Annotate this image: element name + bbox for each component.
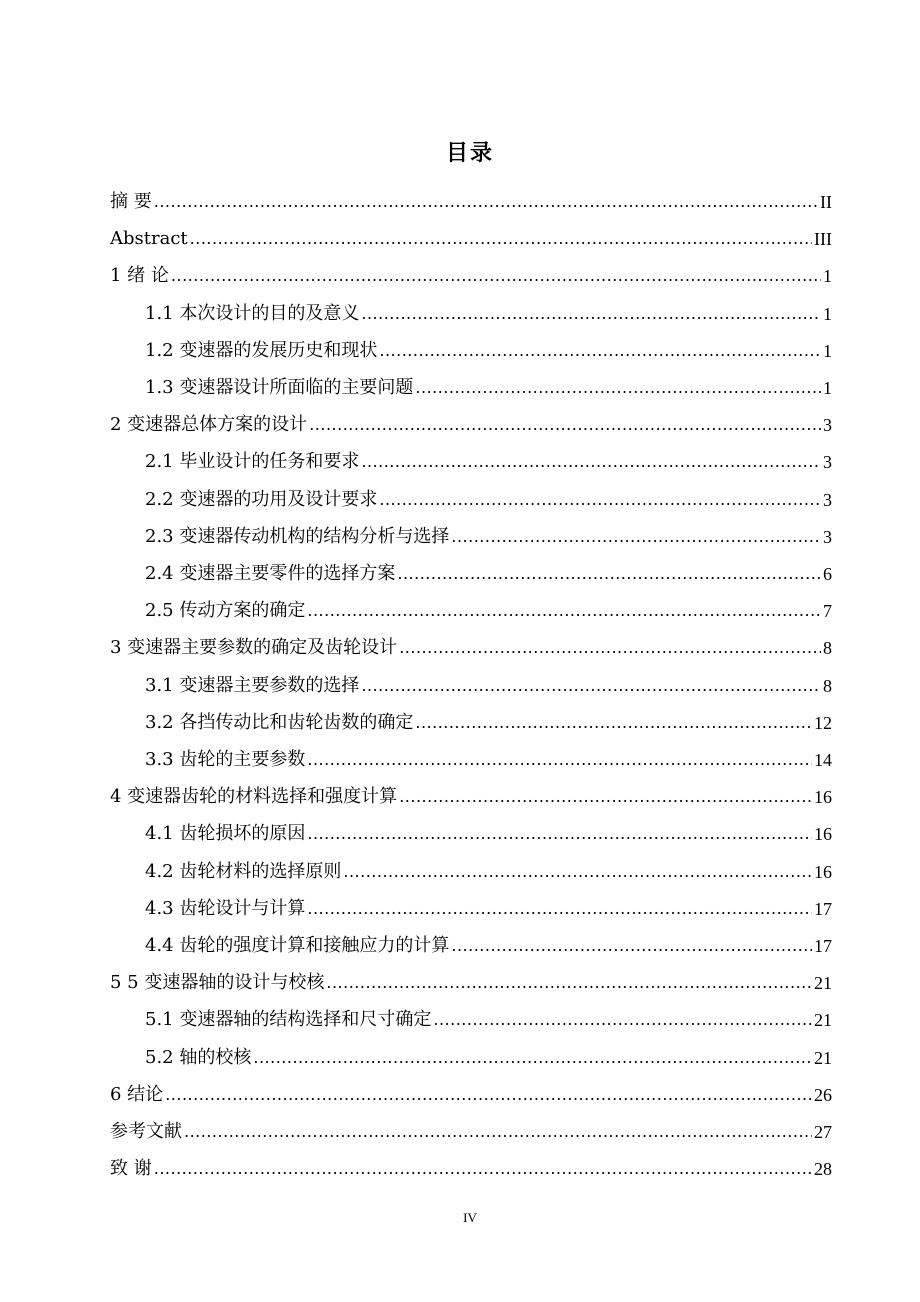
toc-entry-label: 2.5 传动方案的确定 [145,600,306,622]
toc-leader-dots [451,526,821,548]
toc-entry-page: 7 [823,601,832,622]
toc-leader-dots [397,563,821,585]
toc-entry[interactable] [145,332,832,362]
toc-entry[interactable] [110,1113,832,1143]
toc-leader-dots [171,265,821,287]
toc-entry[interactable] [145,555,832,585]
toc-entry[interactable] [110,183,832,213]
toc-entry-page: 3 [823,415,832,436]
toc-leader-dots [399,637,821,659]
toc-leader-dots [253,1047,812,1069]
toc-leader-dots [415,712,812,734]
toc-entry-page: 12 [814,712,832,733]
toc-entry-page: 21 [814,1010,832,1031]
toc-leader-dots [451,935,812,957]
toc-entry-label: 2.2 变速器的功用及设计要求 [145,488,378,510]
toc-entry[interactable] [110,1076,832,1106]
toc-entry-page: 26 [814,1084,832,1105]
toc-entry-page: 14 [814,750,832,770]
toc-entry-page: 8 [823,638,832,659]
toc-leader-dots [361,451,821,473]
toc-leader-dots [309,414,821,436]
toc-leader-dots [307,600,821,622]
toc-entry-page: 17 [814,936,832,956]
page-title: 目录 [445,141,494,166]
toc-entry[interactable] [110,629,832,659]
toc-entry[interactable] [145,518,832,548]
toc-leader-dots [154,191,818,213]
toc-entry[interactable] [145,853,832,883]
toc-entry-label: 1.2 变速器的发展历史和现状 [145,339,378,361]
toc-entry[interactable] [145,741,832,771]
page-number: IV [463,1210,477,1225]
toc-entry[interactable] [145,667,832,697]
toc-entry-page: 3 [823,452,832,473]
toc-entry-page: 1 [823,303,832,324]
toc-entry[interactable] [145,704,832,734]
toc-entry-label: 4.4 齿轮的强度计算和接触应力的计算 [145,935,450,956]
toc-entry-label: 2.1 毕业设计的任务和要求 [145,451,360,473]
toc-entry[interactable] [145,1039,832,1069]
toc-leader-dots [326,972,812,994]
toc-leader-dots [307,823,812,845]
toc-entry[interactable] [110,406,832,436]
toc-entry-label: 2.4 变速器主要零件的选择方案 [145,563,396,584]
toc-leader-dots [361,303,821,325]
toc-leader-dots [361,675,821,697]
toc-entry-page: 28 [814,1159,832,1180]
toc-entry-page: 17 [814,898,832,919]
toc-entry-label: 3.1 变速器主要参数的选择 [145,674,360,696]
toc-leader-dots [379,340,821,362]
toc-entry-label: 3.2 各挡传动比和齿轮齿数的确定 [145,711,414,733]
toc-entry-page: 21 [814,1047,832,1068]
toc-entry-page: 16 [814,861,832,882]
toc-entry-label: 1.3 变速器设计所面临的主要问题 [145,377,414,398]
toc-entry-page: 27 [814,1122,832,1142]
toc-entry[interactable] [110,778,832,808]
toc-entry[interactable] [145,369,832,399]
toc-entry-label: 1 绪 论 [110,265,169,287]
toc-entry[interactable] [145,295,832,325]
toc-entry-label: 5.2 轴的校核 [145,1046,252,1068]
toc-entry[interactable] [145,481,832,511]
toc-entry[interactable] [145,927,832,957]
toc-entry-label: 致 谢 [110,1158,152,1180]
toc-entry-label: 摘 要 [110,191,152,212]
toc-entry[interactable] [110,220,832,250]
toc-leader-dots [154,1158,812,1180]
toc-entry[interactable] [145,443,832,473]
toc-entry-label: 5 5 变速器轴的设计与校核 [110,972,325,994]
toc-entry-page: 8 [823,675,832,696]
toc-entry-label: 3 变速器主要参数的确定及齿轮设计 [110,637,398,659]
toc-entry-page: 1 [823,266,832,287]
toc-entry[interactable] [110,257,832,287]
toc-entry-page: III [814,229,832,250]
toc-leader-dots [165,1084,812,1106]
toc-entry-page: 6 [823,564,832,584]
toc-entry-label: 2.3 变速器传动机构的结构分析与选择 [145,525,450,547]
toc-entry-label: 2 变速器总体方案的设计 [110,414,308,436]
toc-entry-page: II [820,192,832,212]
toc-leader-dots [415,377,821,399]
toc-leader-dots [399,786,812,808]
toc-entry[interactable] [110,1150,832,1180]
toc-entry-label: Abstract [110,228,188,250]
toc-entry[interactable] [145,592,832,622]
toc-leader-dots [379,489,821,511]
toc-entry-page: 3 [823,489,832,510]
toc-leader-dots [190,228,812,250]
toc-entry-label: 4 变速器齿轮的材料选择和强度计算 [110,786,398,808]
toc-leader-dots [184,1121,812,1143]
toc-leader-dots [307,749,812,771]
toc-entry-label: 4.1 齿轮损坏的原因 [145,823,306,845]
toc-entry-page: 21 [814,973,832,994]
toc-leader-dots [343,861,812,883]
toc-entry-label: 5.1 变速器轴的结构选择和尺寸确定 [145,1009,432,1031]
toc-entry-page: 3 [823,526,832,547]
toc-entry-page: 1 [823,378,832,398]
toc-entry[interactable] [145,815,832,845]
toc-leader-dots [433,1009,812,1031]
toc-entry[interactable] [110,964,832,994]
toc-entry-page: 1 [823,340,832,361]
toc-entry-label: 1.1 本次设计的目的及意义 [145,302,360,324]
toc-entry-label: 6 结论 [110,1083,164,1105]
toc-entry[interactable] [145,890,832,920]
toc-entry-page: 16 [814,787,832,808]
toc-entry-label: 4.2 齿轮材料的选择原则 [145,860,342,882]
toc-entry-label: 4.3 齿轮设计与计算 [145,897,306,919]
toc-entry-label: 参考文献 [110,1121,182,1142]
toc-entry-label: 3.3 齿轮的主要参数 [145,749,306,770]
toc-leader-dots [307,898,812,920]
toc-entry[interactable] [145,1001,832,1031]
toc-entry-page: 16 [814,824,832,845]
